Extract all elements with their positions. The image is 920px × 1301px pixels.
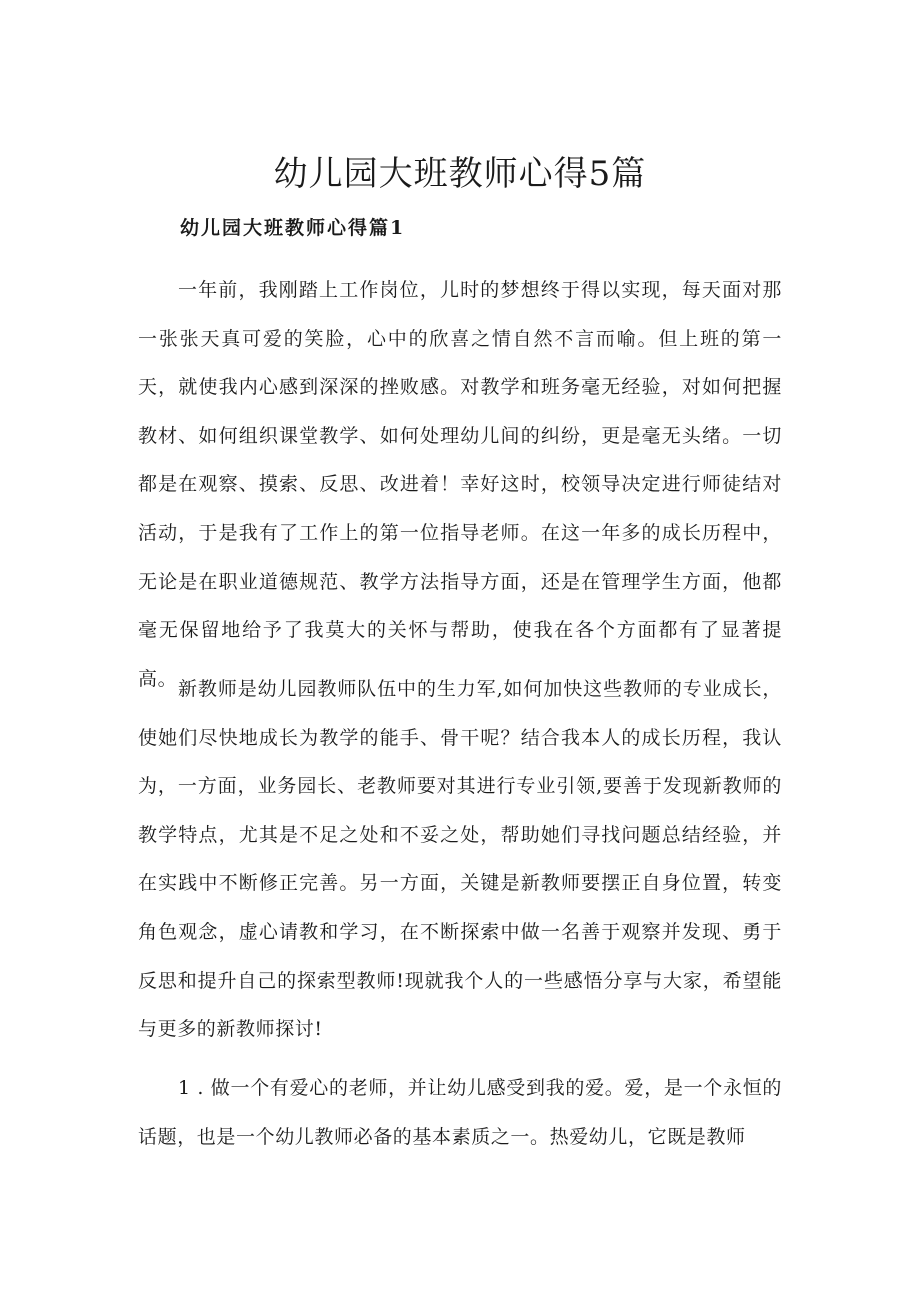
paragraph-3: 1 . 做一个有爱心的老师，并让幼儿感受到我的爱。爱，是一个永恒的话题，也是一个幼儿教师必备的基本素质之一。热爱幼儿，它既是教师 bbox=[138, 1077, 782, 1148]
paragraph-2: 新教师是幼儿园教师队伍中的生力军,如何加快这些教师的专业成长，使她们尽快地成长为教学的能手、骨干呢？结合我本人的成长历程，我认为，一方面，业务园长、老教师要对其进行专业引领,要善于发现新教师的教学特点，尤其是不足之处和不妥之处，帮助她们寻找问题总结经验，并在实践中不断修正完善。另一方面，关键是新教师要摆正自身位置，转变角色观念，虚心请教和学习，在不断探索中做一名善于观察并发现、勇于反思和提升自己的探索型教师!现就我个人的一些感悟分享与大家，希望能与更多的新教师探讨! bbox=[138, 678, 782, 1041]
paragraph-1: 一年前，我刚踏上工作岗位，儿时的梦想终于得以实现，每天面对那一张张天真可爱的笑脸，心中的欣喜之情自然不言而喻。但上班的第一天，就使我内心感到深深的挫败感。对教学和班务毫无经验，对如何把握教材、如何组织课堂教学、如何处理幼儿间的纠纷，更是毫无头绪。一切都是在观察、摸索、反思、改进着！幸好这时，校领导决定进行师徒结对活动，于是我有了工作上的第一位指导老师。在这一年多的成长历程中，无论是在职业道德规范、教学方法指导方面，还是在管理学生方面，他都毫无保留地给予了我莫大的关怀与帮助，使我在各个方面都有了显著提高。 bbox=[138, 279, 782, 690]
document-title: 幼儿园大班教师心得5篇 bbox=[273, 154, 647, 194]
section-heading: 幼儿园大班教师心得篇1 bbox=[180, 217, 406, 239]
